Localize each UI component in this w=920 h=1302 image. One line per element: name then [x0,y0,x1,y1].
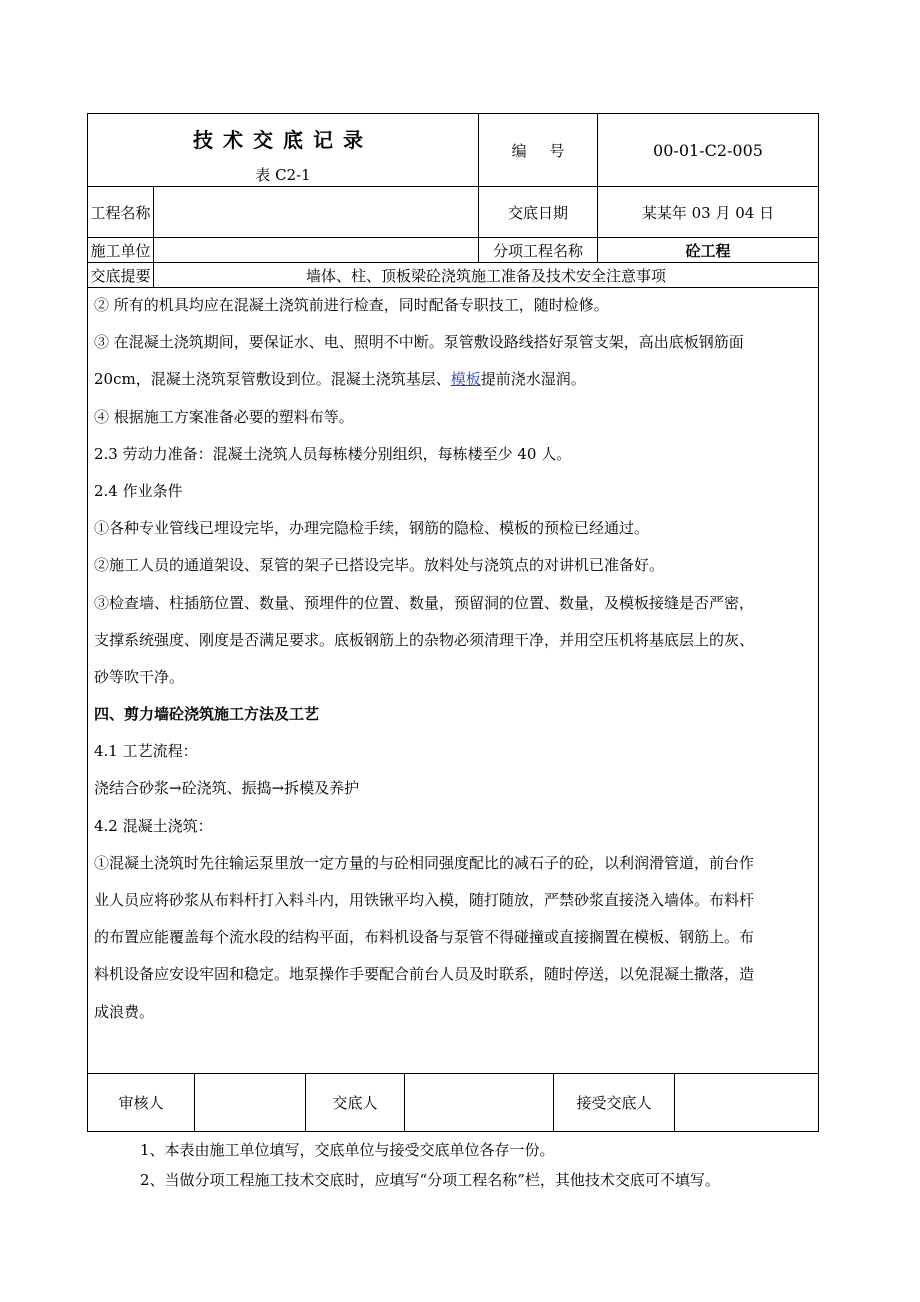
unit-label: 施工单位 [90,241,151,260]
content-line: 4.2 混凝土浇筑： [94,816,213,835]
number-label: 编 号 [511,141,565,160]
content-line: ①各种专业管线已埋设完毕，办理完隐检手续，钢筋的隐检、模板的预检已经通过。 [94,519,650,538]
disclosure-content [94,287,808,1031]
formwork-link[interactable]: 模板 [450,370,481,389]
footnotes [140,1135,720,1195]
date-value: 某某年 03 月 04 日 [641,203,775,222]
summary-label: 交底提要 [90,266,151,285]
project-name-value [154,187,478,237]
table-border-right [818,113,819,1132]
content-line: 业人员应将砂浆从布料杆打入料斗内，用铁锹平均入模，随打随放，严禁砂浆直接浇入墙体。布料杆 [94,891,755,909]
number-value: 00-01-C2-005 [653,140,763,160]
content-text: 提前浇水湿润。 [480,370,586,389]
content-line: ③检查墙、柱插筋位置、数量、预埋件的位置、数量，预留洞的位置、数量，及模板接缝是否严密， [94,593,755,612]
content-line: ②施工人员的通道架设、泵管的架子已搭设完毕。放料处与浇筑点的对讲机已准备好。 [94,556,665,575]
reviewer-value [195,1074,305,1131]
content-line: 2.4 作业条件 [94,481,183,500]
receiver-value [675,1074,818,1131]
content-line: ①混凝土浇筑时先往输运泵里放一定方量的与砼相同强度配比的减石子的砼，以利润滑管道，前台作 [94,853,755,872]
subproject-value: 砼工程 [685,241,731,260]
page-title: 技术交底记录 [193,128,373,152]
footnote: 2、当做分项工程施工技术交底时，应填写“分项工程名称”栏，其他技术交底可不填写。 [140,1171,720,1189]
discloser-label: 交底人 [332,1094,378,1112]
content-line: 支撑系统强度、刚度是否满足要求。底板钢筋上的杂物必须清理干净，并用空压机将基底层上的灰、 [94,630,755,649]
section-heading: 四、剪力墙砼浇筑施工方法及工艺 [94,705,320,724]
content-line: 的布置应能覆盖每个流水段的结构平面，布料机设备与泵管不得碰撞或直接搁置在模板、钢筋上。布 [94,928,755,947]
project-name-label: 工程名称 [90,203,151,222]
content-line: 料机设备应安设牢固和稳定。地泵操作手要配合前台人员及时联系，随时停送，以免混凝土撒落，造 [94,965,755,984]
content-line: 砂等吹干净。 [94,667,185,686]
content-line: 4.1 工艺流程： [94,742,198,761]
content-line: ③ 在混凝土浇筑期间，要保证水、电、照明不中断。泵管敷设路线搭好泵管支架，高出底板钢筋面 [94,333,744,352]
table-border-bottom [87,1131,819,1132]
content-line: 2.3 劳动力准备：混凝土浇筑人员每栋楼分别组织，每栋楼至少 40 人。 [94,444,572,463]
form-number: 表 C2-1 [255,166,311,184]
reviewer-label: 审核人 [118,1094,164,1112]
footnote: 1、本表由施工单位填写，交底单位与接受交底单位各存一份。 [140,1141,555,1159]
content-line [94,361,808,398]
content-line: ④ 根据施工方案准备必要的塑料布等。 [94,407,354,426]
content-text: 20cm，混凝土浇筑泵管敷设到位。混凝土浇筑基层、 [94,370,451,389]
content-line: 浇结合砂浆→砼浇筑、振捣→拆模及养护 [94,779,360,798]
subproject-label: 分项工程名称 [492,241,583,260]
summary-value: 墙体、柱、顶板梁砼浇筑施工准备及技术安全注意事项 [305,266,666,285]
content-line: ② 所有的机具均应在混凝土浇筑前进行检查，同时配备专职技工，随时检修。 [94,296,609,314]
discloser-value [405,1074,553,1131]
receiver-label: 接受交底人 [576,1094,652,1112]
content-line: 成浪费。 [94,1002,155,1021]
date-label: 交底日期 [507,203,568,222]
unit-value [154,238,478,262]
